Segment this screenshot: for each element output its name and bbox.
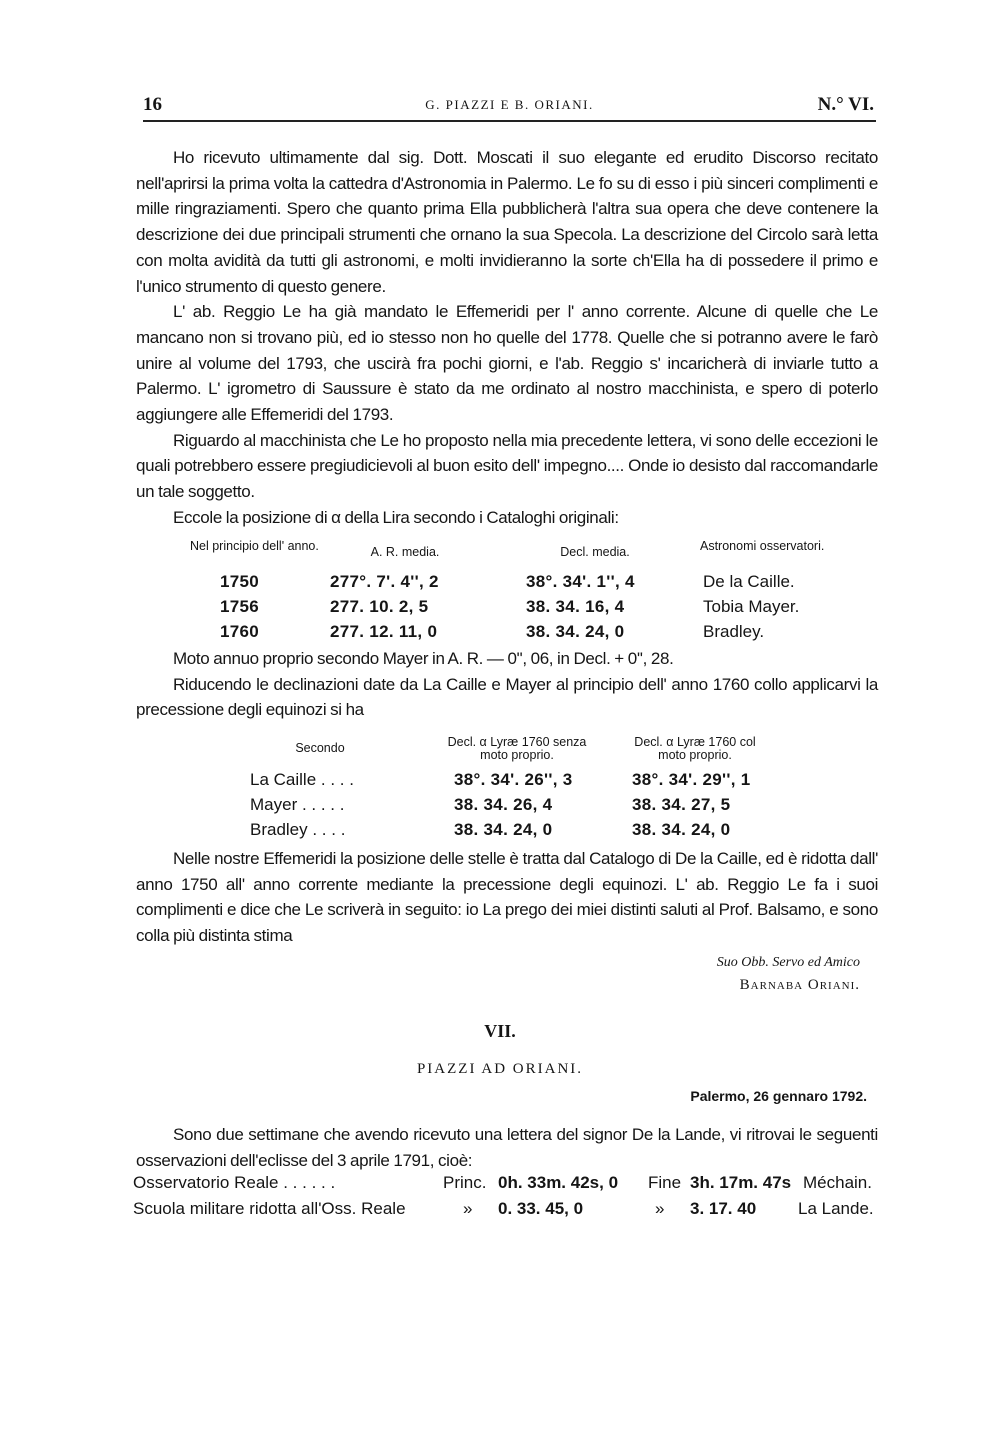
page-number: 16 xyxy=(143,94,162,115)
letter-body-3 xyxy=(136,846,878,949)
obs-place: Scuola militare ridotta all'Oss. Reale xyxy=(133,1199,406,1218)
table-cell: 277°. 7'. 4'', 2 xyxy=(330,572,439,591)
catalog-table xyxy=(0,536,1000,646)
place-date: Palermo, 26 gennaro 1792. xyxy=(690,1088,867,1104)
letter-body-4 xyxy=(136,1122,878,1173)
running-title: G. PIAZZI E B. ORIANI. xyxy=(425,97,594,112)
paragraph: Sono due settimane che avendo ricevuto una lettera del signor De la Lande, vi ritrovai le seguenti osservazioni dell'eclisse del 3 aprile 1791, cioè: xyxy=(136,1125,878,1170)
section-title: PIAZZI AD ORIANI. xyxy=(416,1061,584,1077)
table-cell: 1750 xyxy=(220,572,260,591)
obs-start-time: 0. 33. 45, 0 xyxy=(498,1199,584,1218)
paragraph: Eccole la posizione di α della Lira secondo i Cataloghi originali: xyxy=(173,507,619,527)
obs-end-time: 3h. 17m. 47s xyxy=(690,1173,792,1192)
table-cell: 277. 10. 2, 5 xyxy=(330,597,429,616)
obs-start-label: Princ. xyxy=(443,1173,487,1192)
letter-series-number: N.° VI. xyxy=(817,94,874,115)
paragraph: Riducendo le declinazioni date da La Caille e Mayer al principio dell' anno 1760 collo applicarvi la precessione degli equinozi si ha xyxy=(136,674,878,720)
obs-start-label: » xyxy=(463,1199,473,1218)
obs-observer: Méchain. xyxy=(803,1173,872,1192)
table-cell: 277. 12. 11, 0 xyxy=(330,622,438,641)
table-cell: 1760 xyxy=(220,622,260,641)
letter-body-1 xyxy=(136,145,878,531)
table-cell: 38°. 34'. 26'', 3 xyxy=(454,770,573,789)
table-cell: Tobia Mayer. xyxy=(703,597,800,616)
table-cell: Bradley . . . . xyxy=(250,820,346,839)
table-header: Nel principio dell' anno. xyxy=(190,539,319,553)
observations-table xyxy=(133,1173,893,1233)
table-header: Decl. α Lyræ 1760 col moto proprio. xyxy=(634,735,756,762)
paragraph: Riguardo al macchinista che Le ho proposto nella mia precedente lettera, vi sono delle eccezioni le quali potrebbero essere pregiudicievoli al buon esito dell' impegno.... Onde io desisto dal raccomandarle un tale soggetto. xyxy=(136,430,878,502)
page-header xyxy=(143,94,876,122)
declination-table xyxy=(0,732,1000,842)
paragraph: Ho ricevuto ultimamente dal sig. Dott. Moscati il suo elegante ed erudito Discorso recitato nell'aprirsi la prima volta la cattedra d'Astronomia in Palermo. Le fo su di esso i più sinceri complimenti e mille ringraziamenti. Spero che quanto prima Ella pubblicherà l'altra sua opera che deve contenere la descrizione dei due principali strumenti che ornano la sua Specola. La descrizione del Circolo sarà letta con molta avidità da tutti gli astronomi, e molti invidieranno la sorte ch'Ella ha di possedere il primo e l'unico strumento di questo genere. xyxy=(136,148,878,296)
table-cell: 38. 34. 26, 4 xyxy=(454,795,553,814)
table-cell: La Caille . . . . xyxy=(250,770,354,789)
section-number: VII. xyxy=(484,1021,516,1041)
table-cell: 38°. 34'. 29'', 1 xyxy=(632,770,751,789)
letter-body-2 xyxy=(136,646,878,723)
table-cell: 38. 34. 27, 5 xyxy=(632,795,731,814)
table-header: Secondo xyxy=(295,741,345,755)
table-cell: De la Caille. xyxy=(703,572,795,591)
obs-end-label: Fine xyxy=(648,1173,682,1192)
table-cell: 1756 xyxy=(220,597,260,616)
obs-end-label: » xyxy=(655,1199,665,1218)
table-header: A. R. media. xyxy=(370,545,440,559)
signature-block xyxy=(717,955,860,994)
closing-formula: Suo Obb. Servo ed Amico xyxy=(716,955,860,970)
table-cell: 38. 34. 24, 0 xyxy=(526,622,625,641)
table-cell: 38. 34. 16, 4 xyxy=(526,597,625,616)
table-cell: Bradley. xyxy=(703,622,765,641)
table-header: Astronomi osservatori. xyxy=(700,539,825,553)
signature-name: Barnaba Oriani. xyxy=(739,977,860,993)
table-header: Decl. α Lyræ 1760 senza moto proprio. xyxy=(447,735,587,762)
obs-end-time: 3. 17. 40 xyxy=(690,1199,757,1218)
obs-observer: La Lande. xyxy=(798,1199,874,1218)
table-header: Decl. media. xyxy=(560,545,630,559)
table-cell: 38°. 34'. 1'', 4 xyxy=(526,572,635,591)
paragraph: Nelle nostre Effemeridi la posizione delle stelle è tratta dal Catalogo di De la Caille, ed è ridotta dall' anno 1750 all' anno corrente mediante la precessione degli equinozi. L' ab. Reggio Le fa i suoi complimenti e dice che Le scriverà in seguito: io La prego dei miei distinti saluti al Prof. Balsamo, e sono colla più distinta stima xyxy=(136,849,878,946)
table-cell: Mayer . . . . . xyxy=(250,795,345,814)
table-cell: 38. 34. 24, 0 xyxy=(632,820,731,839)
obs-start-time: 0h. 33m. 42s, 0 xyxy=(498,1173,619,1192)
paragraph: L' ab. Reggio Le ha già mandato le Effemeridi per l' anno corrente. Alcune di quelle che Le mancano non si trovano più, ed io stesso non ho quelle del 1778. Quelle che si potranno avere le farò unire al volume del 1793, che uscirà fra pochi giorni, e l'ab. Reggio s' incaricherà di inviarle tutto a Palermo. L' igrometro di Saussure è stato da me ordinato al nostro macchinista, e spero di poterlo aggiungere alle Effemeridi del 1793. xyxy=(136,302,878,425)
table-cell: 38. 34. 24, 0 xyxy=(454,820,553,839)
obs-place: Osservatorio Reale . . . . . . xyxy=(133,1173,336,1192)
paragraph: Moto annuo proprio secondo Mayer in A. R. — 0'', 06, in Decl. + 0'', 28. xyxy=(173,649,674,668)
